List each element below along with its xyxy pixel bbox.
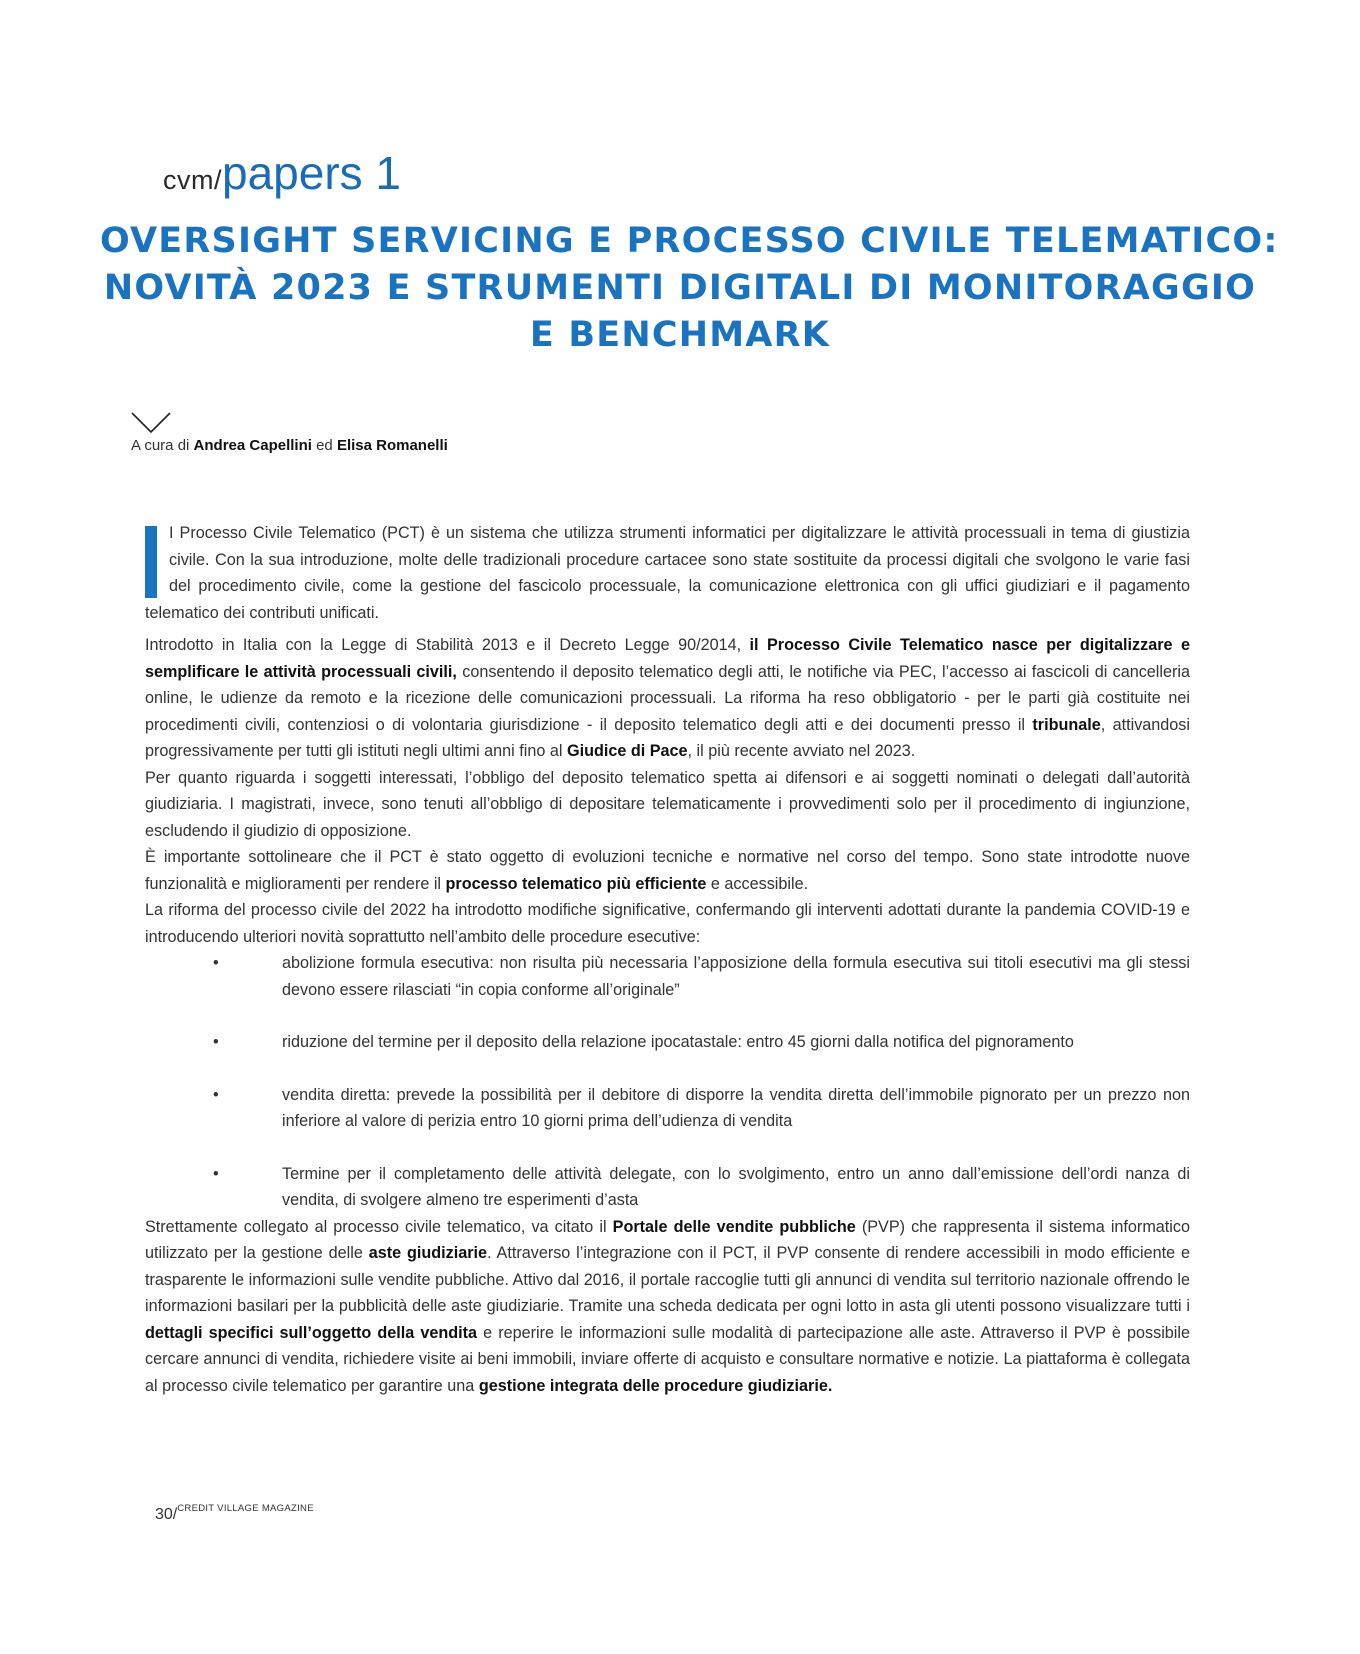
text-run: . Attraverso l’integrazione con il PCT, il PVP consente di rendere accessibili in modo efficiente e trasparente le informazioni sulle vendite pubbliche. Attivo dal 2016, il portale raccoglie tutti gli annunci di vendita sul territorio nazionale offrendo le informazioni basilari per la pubblicità delle aste giudiziarie. Tramite una scheda dedicata per ogni lotto in asta gli utenti possono visualizzare tutti i	[145, 1244, 1190, 1315]
bold-run: gestione integrata delle procedure giudiziarie.	[478, 1376, 833, 1395]
title-line: NOVITÀ 2023 E STRUMENTI DIGITALI DI MONITORAGGIO	[103, 268, 1257, 308]
section-tag	[163, 146, 401, 200]
title-line: OVERSIGHT SERVICING E PROCESSO CIVILE TELEMATICO:	[100, 221, 1279, 261]
list-item	[145, 950, 1190, 1003]
bullet: •	[213, 954, 219, 972]
list-item	[145, 1029, 1190, 1056]
chevron-down-icon	[131, 412, 171, 434]
list-item	[145, 1161, 1190, 1214]
paragraph-intro	[145, 520, 1190, 626]
bold-run: Portale delle vendite pubbliche	[612, 1217, 856, 1236]
text-run: È importante sottolineare che il PCT è stato oggetto di evoluzioni tecniche e normative nel corso del tempo. Sono state introdotte nuove funzionalità e miglioramenti per rendere il	[145, 848, 1190, 893]
page-number: 30/	[155, 1506, 178, 1523]
section-label: papers 1	[222, 147, 402, 199]
author-name: Andrea Capellini	[193, 437, 312, 454]
bold-run: il Processo Civile Telematico nasce per digitalizzare e semplificare le attività processuali civili,	[145, 636, 1190, 681]
list-item-text: abolizione formula esecutiva: non risulta più necessaria l’apposizione della formula esecutiva sui titoli esecutivi ma gli stessi devono essere rilasciati “in copia conforme all’originale”	[282, 954, 1190, 999]
paragraph-text: I Processo Civile Telematico (PCT) è un sistema che utilizza strumenti informatici per digitalizzare le attività processuali in tema di giustizia civile. Con la sua introduzione, molte delle tradizionali procedure cartacee sono state sostituite da processi digitali che svolgono le varie fasi del procedimento civile, come la gestione del fascicolo processuale, la comunicazione elettronica con gli uffici giudiziari e il pagamento telematico dei contributi unificati.	[145, 524, 1190, 622]
paragraph: Per quanto riguarda i soggetti interessati, l’obbligo del deposito telematico spetta ai difensori e ai soggetti nominati o delegati dall’autorità giudiziaria. I magistrati, invece, sono tenuti all’obbligo di depositare telematicamente i provvedimenti solo per il procedimento di ingiunzione, escludendo il giudizio di opposizione.	[145, 768, 1190, 840]
list-item-text: vendita diretta: prevede la possibilità per il debitore di disporre la vendita diretta dell’immobile pignorato per un prezzo non inferiore al valore di perizia entro 10 giorni prima dell’udienza di vendita	[282, 1085, 1190, 1130]
list-item-text: Termine per il completamento delle attività delegate, con lo svolgimento, entro un anno dall’emissione dell’ordi nanza di vendita, di svolgere almeno tre esperimenti d’asta	[282, 1164, 1190, 1209]
bullet: •	[213, 1164, 219, 1183]
paragraph	[145, 844, 1190, 897]
magazine-name: CREDIT VILLAGE MAGAZINE	[177, 1503, 314, 1514]
byline	[131, 437, 448, 454]
text-run: , il più recente avviato nel 2023.	[687, 742, 916, 760]
page-footer	[155, 1503, 314, 1524]
bold-run: dettagli specifici sull’oggetto della vendita	[145, 1323, 478, 1342]
text-run: , attivandosi progressivamente per tutti gli istituti negli ultimi anni fino al	[145, 715, 1190, 760]
byline-sep: ed	[311, 437, 337, 454]
text-run: consentendo il deposito telematico degli atti, le notifiche via PEC, l’accesso ai fascicoli di cancelleria online, le udienze da remoto e la ricezione delle comunicazioni processuali. La riforma ha reso obbligatorio - per le parti già costituite nei procedimenti civili, contenziosi o di volontaria giurisdizione - il deposito telematico degli atti e dei documenti presso il	[145, 662, 1190, 734]
bold-run: Giudice di Pace	[566, 742, 688, 760]
author-name: Elisa Romanelli	[336, 437, 448, 454]
paragraph	[145, 1214, 1190, 1400]
drop-cap-bar	[145, 526, 157, 598]
section-prefix: cvm/	[163, 165, 222, 195]
bold-run: processo telematico più efficiente	[445, 874, 707, 893]
article-title	[100, 218, 1279, 359]
bullet: •	[213, 1033, 219, 1051]
paragraph: La riforma del processo civile del 2022 ha introdotto modifiche significative, confermando gli interventi adottati durante la pandemia COVID-19 e introducendo ulteriori novità soprattutto nell’ambito delle procedure esecutive:	[145, 901, 1190, 946]
bullet-list	[145, 950, 1190, 1214]
list-item	[145, 1082, 1190, 1135]
text-run: e reperire le informazioni sulle modalità di partecipazione alle aste. Attraverso il PVP è possibile cercare annunci di vendita, richiedere visite ai beni immobili, inviare offerte di acquisto e consultare normative e notizie. La piattaforma è collegata al processo civile telematico per garantire una	[145, 1323, 1190, 1395]
paragraph	[145, 632, 1190, 765]
text-run: (PVP) che rappresenta il sistema informatico utilizzato per la gestione delle	[145, 1217, 1191, 1262]
list-item-text: riduzione del termine per il deposito della relazione ipocatastale: entro 45 giorni dalla notifica del pignoramento	[282, 1033, 1074, 1051]
bold-run: tribunale	[1032, 715, 1101, 734]
text-run: Introdotto in Italia con la Legge di Stabilità 2013 e il Decreto Legge 90/2014,	[145, 636, 750, 654]
text-run: e accessibile.	[706, 874, 809, 893]
bullet: •	[213, 1085, 219, 1104]
text-run: Strettamente collegato al processo civile telematico, va citato il	[145, 1217, 613, 1236]
title-line: E BENCHMARK	[529, 315, 831, 355]
bold-run: aste giudiziarie	[368, 1244, 488, 1262]
article-body	[145, 520, 1190, 1399]
byline-prefix: A cura di	[131, 437, 194, 454]
